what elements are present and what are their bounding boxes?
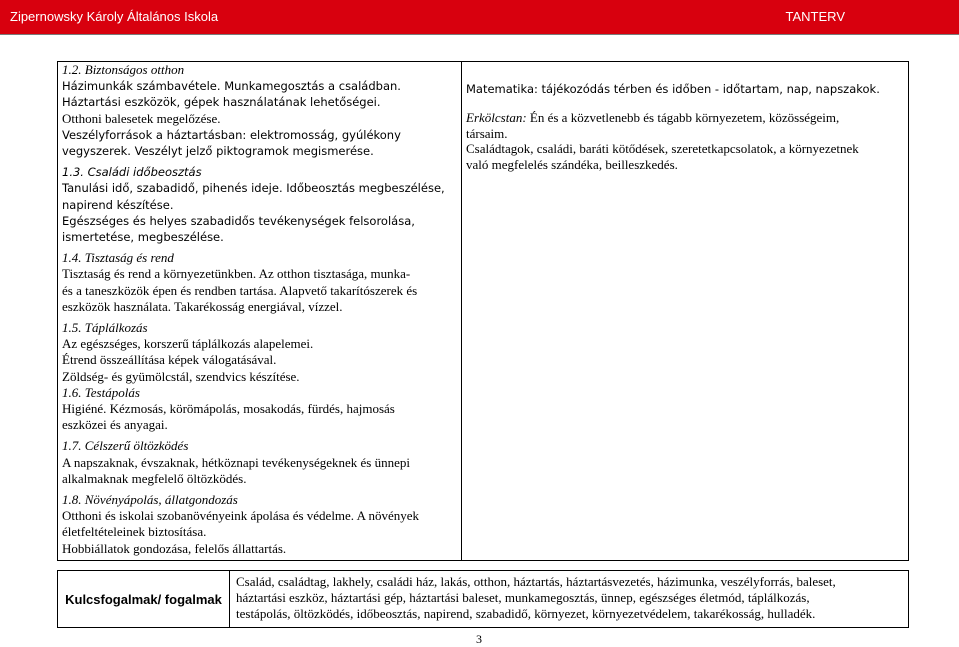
- section-1-8-line: Hobbiállatok gondozása, felelős állattartás.: [62, 540, 287, 556]
- section-1-5-line: Étrend összeállítása képek válogatásával.: [62, 352, 277, 368]
- section-1-8-line: életfeltételeinek biztosítása.: [62, 524, 207, 540]
- section-1-2-line: vegyszerek. Veszélyt jelző piktogramok megismerése.: [62, 144, 374, 159]
- key-concepts-line: testápolás, öltözködés, időbeosztás, napirend, szabadidő, környezet, környezetvédelem, takarékosság, hulladék.: [236, 606, 816, 622]
- erkolcstan-line: való megfelelés szándéka, beilleszkedés.: [466, 157, 678, 173]
- erkolcstan-connection: [466, 110, 906, 126]
- section-1-5-line: Az egészséges, korszerű táplálkozás alapelemei.: [62, 336, 314, 352]
- key-concepts-line: Család, családtag, lakhely, családi ház, lakás, otthon, háztartás, háztartásvezetés, házimunka, veszélyforrás, baleset,: [236, 574, 836, 589]
- section-1-7-line: alkalmaknak megfelelő öltözködés.: [62, 470, 247, 486]
- header-rule: [0, 34, 959, 35]
- section-1-2-line: Otthoni balesetek megelőzése.: [62, 110, 221, 126]
- section-1-2-title: 1.2. Biztonságos otthon: [62, 62, 185, 77]
- section-1-6-line: Higiéné. Kézmosás, körömápolás, mosakodás, fürdés, hajmosás: [62, 401, 395, 417]
- content-table: [57, 61, 909, 561]
- document-type: TANTERV: [785, 9, 845, 24]
- section-1-2-line: Házimunkák számbavétele. Munkamegosztás a családban.: [62, 79, 401, 94]
- matematika-connection: Matematika: tájékozódás térben és időben - időtartam, nap, napszakok.: [466, 82, 880, 96]
- section-1-5-title: 1.5. Táplálkozás: [62, 320, 148, 336]
- page-number: 3: [476, 632, 482, 646]
- key-concepts-table: [57, 570, 909, 628]
- section-1-7-line: A napszaknak, évszaknak, hétköznapi tevékenységeknek és ünnepi: [62, 454, 410, 470]
- section-1-2-line: Veszélyforrások a háztartásban: elektromosság, gyúlékony: [62, 127, 401, 142]
- column-divider: [461, 62, 462, 560]
- section-1-4-line: eszközök használata. Takarékosság energiával, vízzel.: [62, 298, 343, 314]
- section-1-3-line: ismertetése, megbeszélése.: [62, 230, 224, 245]
- connections-column: [466, 82, 906, 173]
- section-1-2-line: Háztartási eszközök, gépek használatának lehetőségei.: [62, 95, 381, 110]
- section-1-4-title: 1.4. Tisztaság és rend: [62, 250, 174, 266]
- section-1-8-line: Otthoni és iskolai szobanövényeink ápolása és védelme. A növények: [62, 508, 420, 524]
- erkolcstan-line: Családtagok, családi, baráti kötődések, szeretetkapcsolatok, a környezetnek: [466, 141, 859, 157]
- section-1-5-line: Zöldség- és gyümölcstál, szendvics készítése.: [62, 368, 300, 384]
- section-1-6-title: 1.6. Testápolás: [62, 384, 140, 400]
- key-concepts-text: [236, 574, 904, 623]
- section-1-4-line: és a taneszközök épen és rendben tartása. Alapvető takarítószerek és: [62, 282, 418, 298]
- section-1-4-line: Tisztaság és rend a környezetünkben. Az otthon tisztasága, munka-: [62, 266, 411, 282]
- page-header: [0, 0, 959, 34]
- erkolcstan-line: társaim.: [466, 125, 508, 141]
- key-concepts-label: Kulcsfogalmak/ fogalmak: [58, 571, 230, 627]
- school-name: Zipernowsky Károly Általános Iskola: [10, 9, 219, 24]
- section-1-3-title: 1.3. Családi időbeosztás: [62, 165, 202, 180]
- erkolcstan-text: Én és a közvetlenebb és tágabb környezetem, közösségeim,: [526, 109, 840, 125]
- key-concepts-line: háztartási eszköz, háztartási gép, háztartási baleset, munkamegosztás, ünnep, egészséges életmód, táplálkozás,: [236, 590, 810, 606]
- erkolcstan-label: Erkölcstan:: [466, 109, 527, 125]
- section-1-3-line: napirend készítése.: [62, 197, 174, 212]
- section-1-3-line: Tanulási idő, szabadidő, pihenés ideje. Időbeosztás megbeszélése,: [62, 181, 445, 196]
- section-1-8-title: 1.8. Növényápolás, állatgondozás: [62, 492, 238, 508]
- section-1-3-line: Egészséges és helyes szabadidős tevékenységek felsorolása,: [62, 213, 415, 228]
- section-1-7-title: 1.7. Célszerű öltözködés: [62, 438, 189, 454]
- topics-column: [62, 62, 458, 557]
- section-1-6-line: eszközei és anyagai.: [62, 417, 168, 433]
